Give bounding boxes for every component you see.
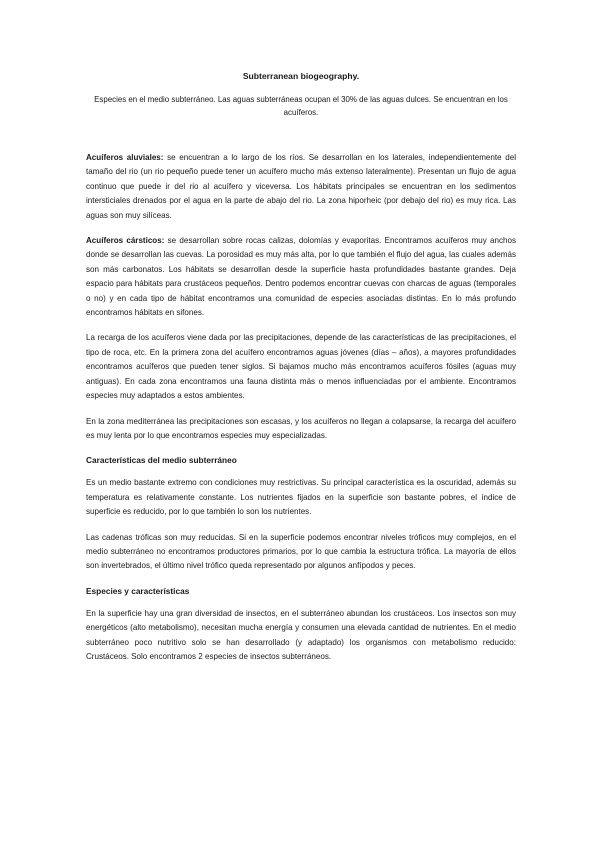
- section-heading-caracteristicas: Características del medio subterráneo: [86, 455, 237, 466]
- document-content: [86, 64, 516, 675]
- paragraph-lead: Acuíferos aluviales:: [86, 153, 164, 162]
- paragraph-text: La recarga de los acuíferos viene dada por las precipitaciones, depende de las características de las precipitaciones, el tipo de roca, etc. En la primera zona del acuífero encontramos aguas jóvenes (días – años), a mayores profundidades encontramos acuíferos que pueden tener siglos. Si bajamos mucho más encontramos acuíferos fósiles (aguas muy antiguas). En cada zona encontramos una fauna distinta más o menos influenciadas por el ambiente. Encontramos especies muy adaptados a estos ambientes.: [86, 333, 516, 401]
- paragraph-text: se encuentran a lo largo de los ríos. Se desarrollan en los laterales, independientemente del tamaño del rio (un rio pequeño puede tener un acuífero mucho más extenso lateralmente). Presentan un flujo de agua continuo que puede ir del rio al acuífero y viceversa. Los hábitats principales se encuentran en los sedimentos intersticiales drenados por el agua en la parte de abajo del rio. La zona hiporheic (por debajo del rio) es muy rica. Las aguas son muy silíceas.: [86, 153, 516, 220]
- document-title: Subterranean biogeography.: [242, 71, 360, 81]
- paragraph-text: En la zona mediterránea las precipitaciones son escasas, y los acuíferos no llegan a colapsarse, la recarga del acuífero es muy lenta por lo que encontramos especies muy especializadas.: [86, 416, 516, 440]
- paragraph-insectos-crustaceos: En la superficie hay una gran diversidad de insectos, en el subterráneo abundan los crustáceos. Los insectos son muy energéticos (alto metabolismo), necesitan mucha energía y consumen una elevada cantidad de nutrientes. En el medio subterráneo poco nutritivo solo se han desarrollado (y adaptado) los organismos con metabolismo reducido: Crustáceos. Solo encontramos 2 especies de insectos subterráneos.: [86, 608, 516, 661]
- paragraph-recarga: [86, 331, 516, 403]
- paragraph-acuiferos-aluviales: [86, 151, 516, 223]
- paragraph-text: se desarrollan sobre rocas calizas, dolomías y evaporitas. Encontramos acuíferos muy anchos donde se desarrollan las cuevas. La porosidad es muy más alta, por lo que también el flujo del agua, las cuales además son más carbonatos. Los hábitats se desarrollan desde la superficie hasta profundidades bastante grandes. Deja espacio para hábitats para crustáceos pequeños. Dentro podemos encontrar cuevas con charcas de aguas (temporales o no) y en cada tipo de hábitat encontramos una comunidad de especies asociadas distintas. En lo más profundo encontramos hábitats en sifones.: [86, 236, 516, 318]
- paragraph-acuiferos-carsticos: [86, 234, 516, 320]
- paragraph-medio-extremo: Es un medio bastante extremo con condiciones muy restrictivas. Su principal característica es la oscuridad, además su temperatura es relativamente constante. Los nutrientes fijados en la superficie son bastante pobres, el índice de superficie es reducido, por lo que también lo son los nutrientes.: [86, 478, 516, 517]
- paragraph-zona-mediterranea: [86, 415, 516, 444]
- paragraph-lead: Acuíferos cársticos:: [86, 236, 165, 246]
- section-heading-especies: Especies y características: [86, 585, 190, 596]
- paragraph-cadenas-troficas: Las cadenas tróficas son muy reducidas. Si en la superficie podemos encontrar niveles tróficos muy complejos, en el medio subterráneo no encontramos productores primarios, por lo que cambia la estructura trófica. La mayoría de ellos son invertebrados, el último nivel trófico queda representado por algunos anfípodos y peces.: [86, 532, 516, 571]
- document-subtitle: Especies en el medio subterráneo. Las aguas subterráneas ocupan el 30% de las aguas dulces. Se encuentran en los acuíferos.: [94, 95, 508, 117]
